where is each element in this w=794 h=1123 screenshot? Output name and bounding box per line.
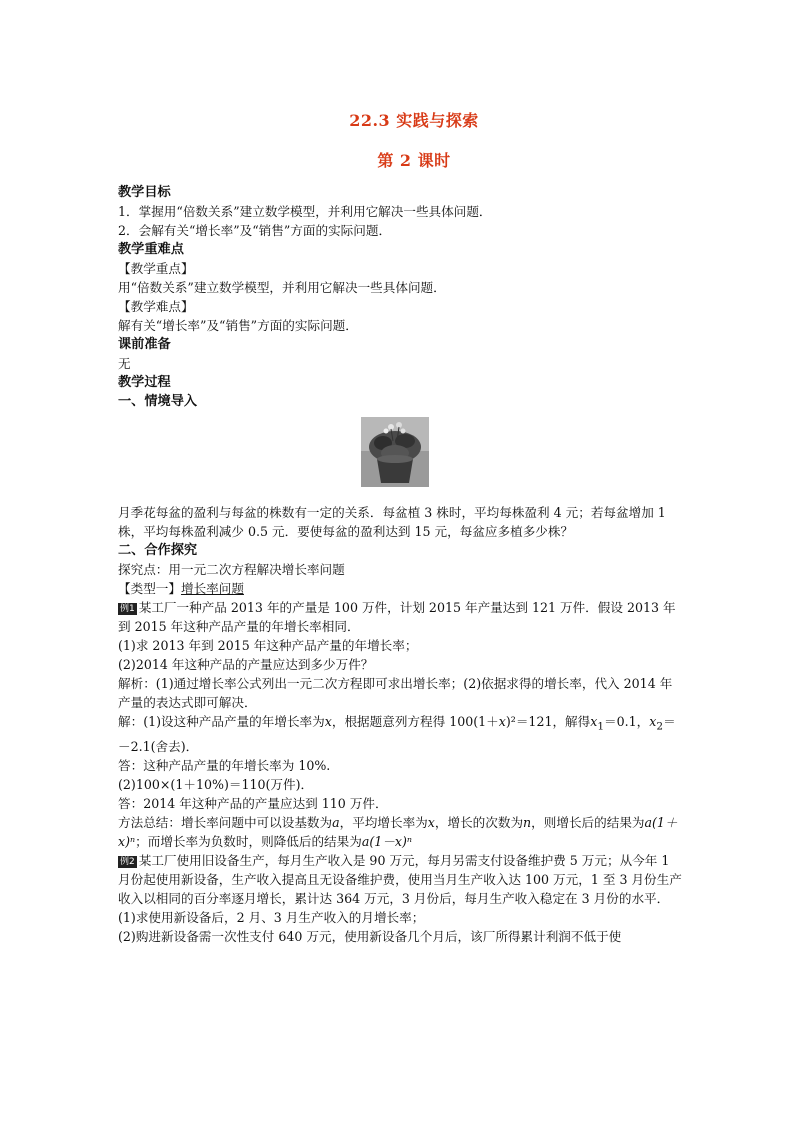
var-n: n bbox=[523, 814, 532, 830]
photo-row bbox=[118, 417, 683, 497]
method-part-d: ，则增长后的结果为 bbox=[531, 814, 645, 830]
process-heading: 教学过程 bbox=[118, 375, 171, 390]
explore-point: 探究点：用一元二次方程解决增长率问题 bbox=[118, 562, 345, 577]
flower-pot-photo bbox=[361, 417, 429, 487]
intro-heading: 一、情境导入 bbox=[118, 394, 198, 409]
lesson-title: 22.3 实践与探索 bbox=[349, 111, 479, 130]
sol1-part-a: 解：(1)设这种产品产量的年增长率为 bbox=[118, 714, 325, 729]
type1-heading bbox=[118, 579, 683, 598]
var-x: x bbox=[498, 714, 506, 729]
example2-tag: 例2 bbox=[120, 856, 135, 867]
prep-text: 无 bbox=[118, 356, 131, 371]
var-x2: x bbox=[649, 714, 657, 729]
var-x: x bbox=[427, 814, 435, 830]
lesson-subtitle: 第 2 课时 bbox=[377, 151, 451, 170]
difficulty-label: 【教学难点】 bbox=[118, 299, 194, 314]
sub-2: 2 bbox=[656, 720, 664, 733]
document-body bbox=[118, 183, 683, 946]
focus-text: 用“倍数关系”建立数学模型，并利用它解决一些具体问题． bbox=[118, 280, 446, 295]
example1-tag: 例1 bbox=[120, 604, 135, 614]
var-x: x bbox=[324, 714, 332, 729]
example1-method bbox=[118, 813, 683, 851]
example2-q1: (1)求使用新设备后，2 月、3 月生产收入的月增长率； bbox=[118, 909, 425, 925]
expr-growth: a(1＋x)ⁿ bbox=[118, 814, 678, 849]
type1-title: 增长率问题 bbox=[180, 581, 244, 596]
difficulty-text: 解有关“增长率”及“销售”方面的实际问题． bbox=[118, 318, 358, 333]
sol1-part-d: ＝0.1， bbox=[604, 714, 650, 729]
example1-text: 某工厂一种产品 2013 年的产量是 100 万件，计划 2015 年产量达到 121 万件．假设 2013 年到 2015 年这种产品产量的年增长率相同． bbox=[118, 600, 676, 634]
goal-2: 2．会解有关“增长率”及“销售”方面的实际问题． bbox=[118, 223, 392, 238]
expr-decline: a(1－x)ⁿ bbox=[361, 833, 412, 849]
example1-solution1 bbox=[118, 712, 683, 756]
sub-1: 1 bbox=[597, 720, 605, 733]
method-part-c: ，增长的次数为 bbox=[434, 814, 524, 830]
goal-1: 1．掌握用“倍数关系”建立数学模型，并利用它解决一些具体问题． bbox=[118, 204, 492, 219]
var-x1: x bbox=[590, 714, 598, 729]
method-part-e: ；而增长率为负数时，则降低后的结果为 bbox=[135, 833, 362, 849]
example1-q2: (2)2014 年这种产品的产量应达到多少万件？ bbox=[118, 657, 374, 672]
example2-text: 某工厂使用旧设备生产，每月生产收入是 90 万元，每月另需支付设备维护费 5 万元；从今年 1 月份起使用新设备，生产收入提高且无设备维护费，使用当月生产收入达 100 万元，1 至 3 月份生产收入以相同的百分率逐月增长，累计达 364 万元，3 月份后，每月生产收入稳定在 3 月份的水平． bbox=[118, 852, 682, 906]
example1-solution2: (2)100×(1＋10%)＝110(万件)． bbox=[118, 776, 314, 792]
type1-prefix: 【类型一】 bbox=[118, 581, 181, 596]
focus-label: 【教学重点】 bbox=[118, 261, 194, 276]
example2-q2: (2)购进新设备需一次性支付 640 万元，使用新设备几个月后，该厂所得累计利润不低于使 bbox=[118, 928, 622, 944]
intro-text: 月季花每盆的盈利与每盆的株数有一定的关系．每盆植 3 株时，平均每株盈利 4 元；若每盆增加 1 株，平均每株盈利减少 0.5 元．要使每盆的盈利达到 15 元，每盆应多植多少株？ bbox=[118, 505, 666, 539]
example1-answer2: 答：2014 年这种产品的产量应达到 110 万件． bbox=[118, 795, 388, 811]
example1-q1: (1)求 2013 年到 2015 年这种产品产量的年增长率； bbox=[118, 638, 418, 653]
example1-statement bbox=[118, 598, 683, 636]
sol1-part-b: ，根据题意列方程得 100(1＋ bbox=[331, 714, 499, 729]
example1-answer1: 答：这种产品产量的年增长率为 10%. bbox=[118, 757, 331, 773]
var-a: a bbox=[332, 814, 340, 830]
example1-analysis: 解析：(1)通过增长率公式列出一元二次方程即可求出增长率；(2)依据求得的增长率，代入 2014 年产量的表达式即可解决． bbox=[118, 676, 673, 710]
example2-statement bbox=[118, 851, 683, 908]
coop-heading: 二、合作探究 bbox=[118, 543, 198, 558]
method-part-b: ，平均增长率为 bbox=[339, 814, 428, 830]
keypoints-heading: 教学重难点 bbox=[118, 242, 184, 257]
goals-heading: 教学目标 bbox=[118, 185, 171, 200]
sol1-part-e: ＝－2.1(舍去)． bbox=[118, 714, 676, 754]
sol1-part-c: )²＝121，解得 bbox=[505, 714, 591, 729]
prep-heading: 课前准备 bbox=[118, 337, 171, 352]
method-part-a: 方法总结：增长率问题中可以设基数为 bbox=[118, 814, 333, 830]
